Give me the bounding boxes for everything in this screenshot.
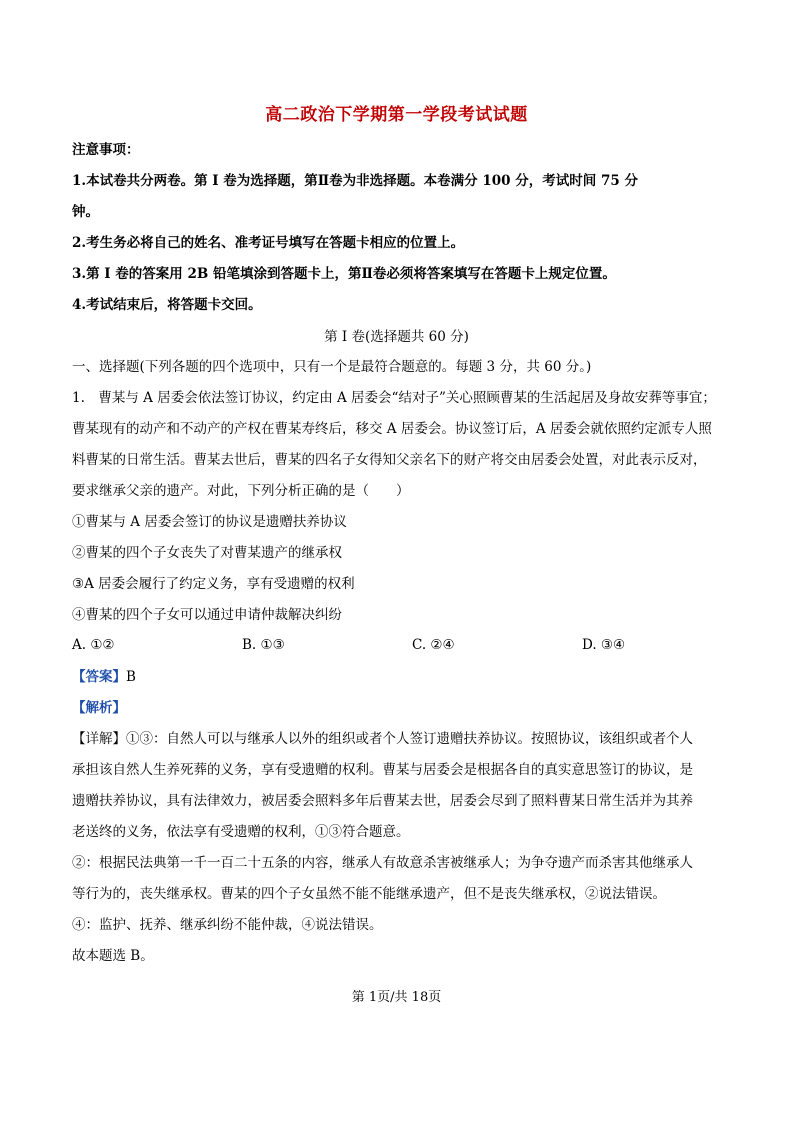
notice-item-2: 2.考生务必将自己的姓名、准考证号填写在答题卡相应的位置上。 [72,235,465,251]
question-stem-line: 要求继承父亲的遗产。对此，下列分析正确的是（ ） [72,483,410,499]
analysis-line: 遗赠扶养协议，具有法律效力，被居委会照料多年后曹某去世，居委会尽到了照料曹某日常生活并为其养 [72,793,693,809]
statement-3: ③A 居委会履行了约定义务，享有受遗赠的权利 [72,576,355,592]
detail-label: 【详解】 [72,731,126,747]
statement-2: ②曹某的四个子女丧失了对曹某遗产的继承权 [72,545,342,561]
page-footer: 第 1页/共 18页 [351,990,442,1005]
option-c: C. ②④ [412,637,455,653]
analysis-line: ②：根据民法典第一千一百二十五条的内容，继承人有故意杀害被继承人；为争夺遗产而杀害其他继承人 [72,855,693,871]
analysis-line: 等行为的，丧失继承权。曹某的四个子女虽然不能不能继承遗产，但不是丧失继承权，②说法错误。 [72,886,666,902]
answer-value: B [126,669,136,685]
option-d: D. ③④ [582,637,626,653]
question-stem-line: 1. 曹某与 A 居委会依法签订协议，约定由 A 居委会“结对子”关心照顾曹某的生活起居及身故安葬等事宜； [72,390,716,406]
notice-item-1-cont: 钟。 [72,204,99,220]
analysis-heading [72,699,126,717]
notice-heading: 注意事项： [72,142,140,158]
analysis-text: ①③：自然人可以与继承人以外的组织或者个人签订遗赠扶养协议。按照协议，该组织或者个人 [126,731,693,747]
analysis-line: 老送终的义务，依法享有受遗赠的权利，①③符合题意。 [72,824,410,840]
document-title: 高二政治下学期第一学段考试试题 [265,105,528,125]
statement-4: ④曹某的四个子女可以通过申请仲裁解决纠纷 [72,607,342,623]
section-instruction: 一、选择题(下列各题的四个选项中，只有一个是最符合题意的。每题 3 分，共 60 分。) [72,359,592,375]
answer-label: 【答案】 [72,669,126,685]
analysis-line [72,730,693,748]
analysis-line: 故本题选 B。 [72,948,154,964]
option-b: B. ①③ [242,637,285,653]
statement-1: ①曹某与 A 居委会签订的协议是遗赠扶养协议 [72,514,347,530]
question-stem-line: 曹某现有的动产和不动产的产权在曹某寿终后，移交 A 居委会。协议签订后，A 居委会就依照约定派专人照 [72,421,712,437]
option-a: A. ①② [72,637,115,653]
notice-item-3: 3.第 I 卷的答案用 2B 铅笔填涂到答题卡上，第Ⅱ卷必须将答案填写在答题卡上规定位置。 [72,266,616,282]
analysis-line: 承担该自然人生养死葬的义务，享有受遗赠的权利。曹某与居委会是根据各自的真实意思签订的协议，是 [72,762,693,778]
analysis-line: ④：监护、抚养、继承纠纷不能仲裁，④说法错误。 [72,917,383,933]
notice-item-4: 4.考试结束后，将答题卡交回。 [72,297,262,313]
section-title: 第 I 卷(选择题共 60 分) [324,329,469,345]
notice-item-1: 1.本试卷共分两卷。第 I 卷为选择题，第Ⅱ卷为非选择题。本卷满分 100 分，考试时间 75 分 [72,173,638,189]
analysis-label: 【解析】 [72,700,126,716]
answer-line [72,668,136,686]
question-stem-line: 料曹某的日常生活。曹某去世后，曹某的四名子女得知父亲名下的财产将交由居委会处置，对此表示反对， [72,452,707,468]
